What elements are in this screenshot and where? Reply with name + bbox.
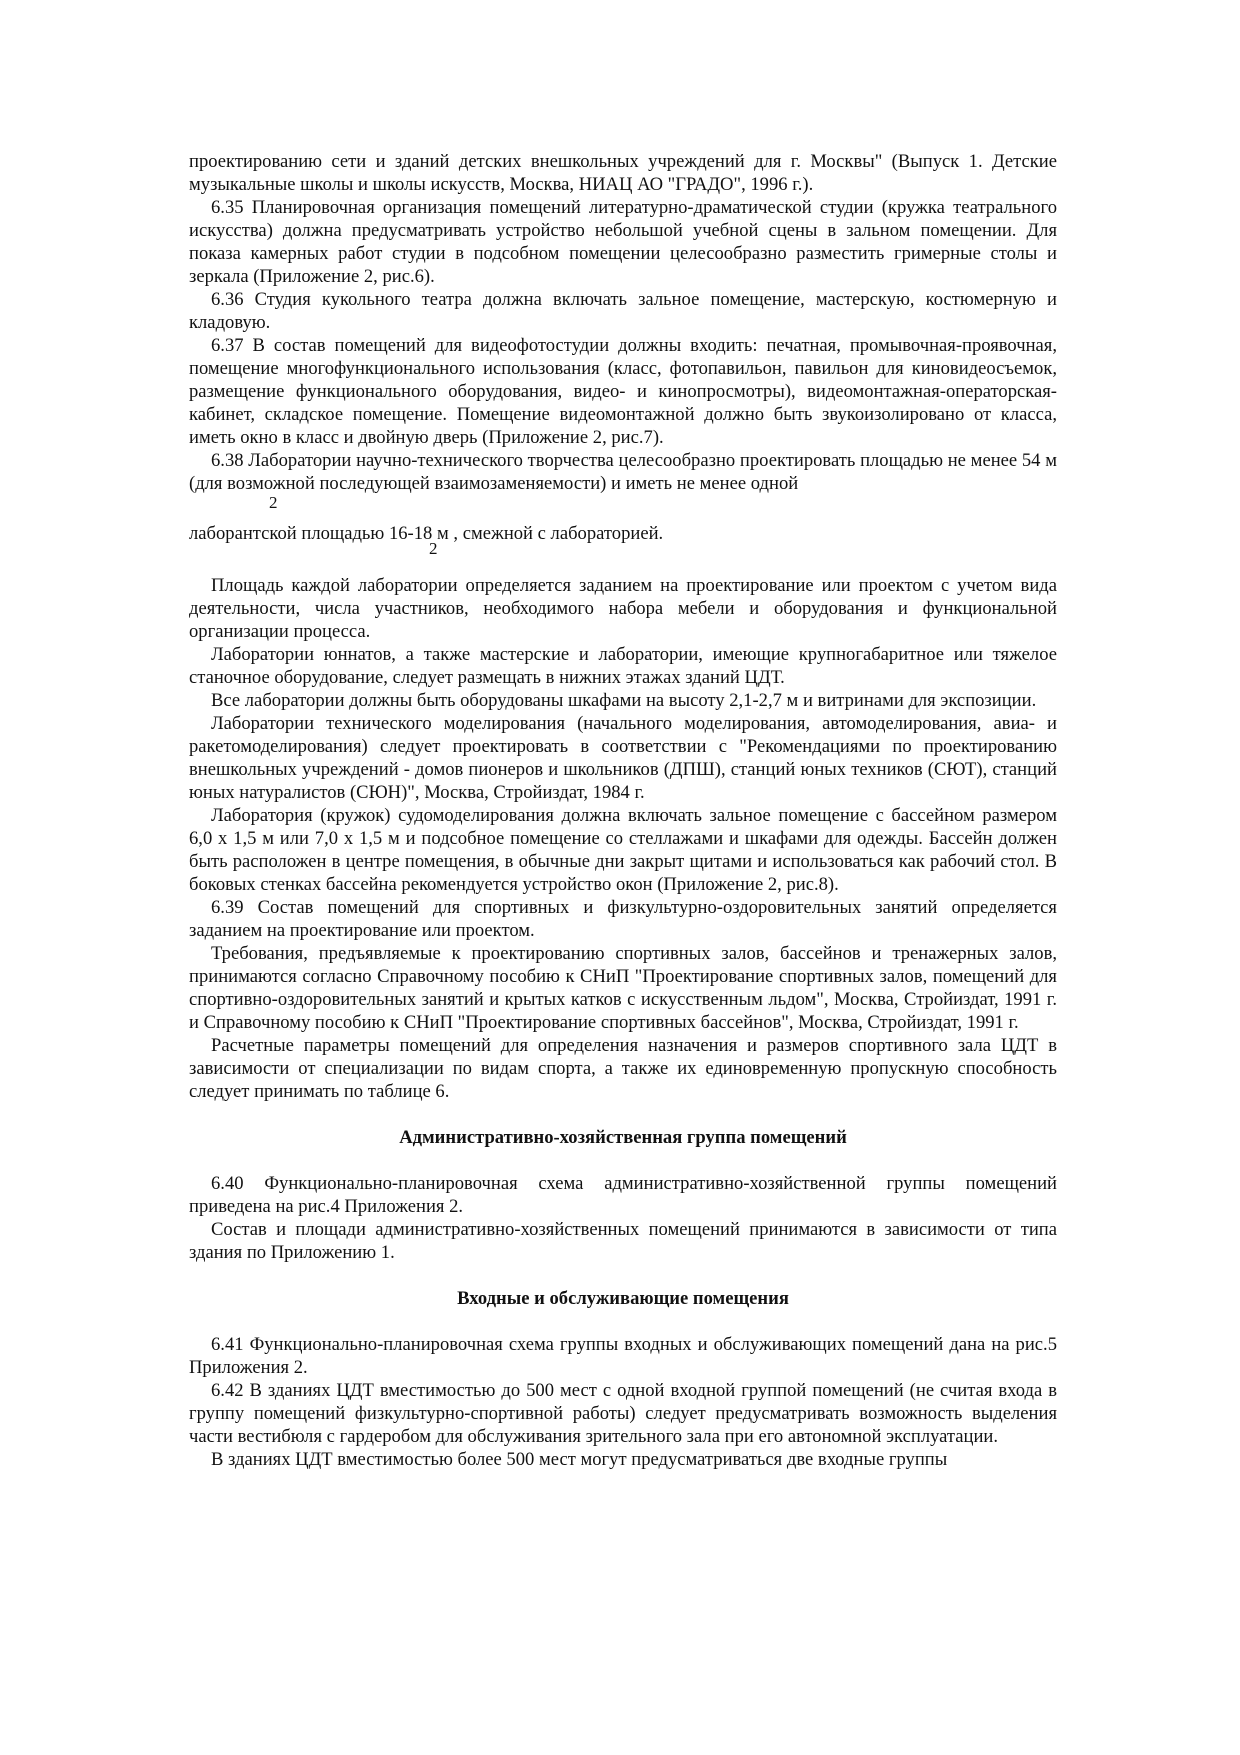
paragraph-admin-composition: Состав и площади административно-хозяйственных помещений принимаются в зависимости от типа здания по Приложению 1. (189, 1219, 1057, 1263)
paragraph-6-35: 6.35 Планировочная организация помещений литературно-драматической студии (кружка театрального искусства) должна предусматривать устройство небольшой учебной сцены в зальном помещении. Для показа камерных работ студии в подсобном помещении целесообразно разместить гримерные столы и зеркала (Приложение 2, рис.6). (189, 197, 1057, 287)
paragraph-two-entry-groups: В зданиях ЦДТ вместимостью более 500 мест могут предусматриваться две входные группы (211, 1449, 948, 1470)
paragraph-sports-requirements: Требования, предъявляемые к проектированию спортивных залов, бассейнов и тренажерных залов, принимаются согласно Справочному пособию к СНиП "Проектирование спортивных залов, помещений для спортивно-оздоровительных занятий и крытых катков с искусственным льдом", Москва, Стройиздат, 1991 г. и Справочному пособию к СНиП "Проектирование спортивных бассейнов", Москва, Стройиздат, 1991 г. (189, 943, 1057, 1033)
paragraph-lab-cabinets: Все лаборатории должны быть оборудованы шкафами на высоту 2,1-2,7 м и витринами для экспозиции. (211, 690, 1037, 711)
document-page (189, 150, 1057, 1471)
paragraph-6-42: 6.42 В зданиях ЦДТ вместимостью до 500 мест с одной входной группой помещений (не считая входа в группу помещений физкультурно-спортивной работы) следует предусматривать возможность выделения части вестибюля с гардеробом для обслуживания зрительного зала при его автономной эксплуатации. (189, 1380, 1057, 1447)
section-heading-entry: Входные и обслуживающие помещения (457, 1288, 789, 1309)
paragraph-naturalist-labs: Лаборатории юннатов, а также мастерские и лаборатории, имеющие крупногабаритное или тяжелое станочное оборудование, следует размещать в нижних этажах зданий ЦДТ. (189, 644, 1057, 688)
paragraph-6-41: 6.41 Функционально-планировочная схема группы входных и обслуживающих помещений дана на рис.5 Приложения 2. (189, 1334, 1057, 1378)
superscript-line-1 (189, 495, 1057, 518)
superscript-line-2 (189, 539, 1057, 568)
paragraph-6-38-lab-room: лаборантской площадью 16-18 м , смежной с лабораторией. (189, 523, 664, 544)
paragraph-6-38: 6.38 Лаборатории научно-технического творчества целесообразно проектировать площадью не менее 54 м (для возможной последующей взаимозаменяемости) и иметь не менее одной (189, 450, 1057, 494)
paragraph-lab-area: Площадь каждой лаборатории определяется заданием на проектирование или проектом с учетом вида деятельности, числа участников, необходимого набора мебели и оборудования и функциональной организации процесса. (189, 575, 1057, 642)
paragraph-sports-parameters: Расчетные параметры помещений для определения назначения и размеров спортивного зала ЦДТ в зависимости от специализации по видам спорта, а также их единовременную пропускную способность следует принимать по таблице 6. (189, 1035, 1057, 1102)
paragraph-technical-modeling: Лаборатории технического моделирования (начального моделирования, автомоделирования, авиа- и ракетомоделирования) следует проектировать в соответствии с "Рекомендациями по проектированию внешкольных учреждений - домов пионеров и школьников (ДПШ), станций юных техников (СЮТ), станций юных натуралистов (СЮН)", Москва, Стройиздат, 1984 г. (189, 713, 1057, 803)
area-unit-exponent: 2 (429, 539, 438, 558)
area-unit-exponent: 2 (269, 493, 278, 512)
paragraph-6-40: 6.40 Функционально-планировочная схема административно-хозяйственной группы помещений приведена на рис.4 Приложения 2. (189, 1173, 1057, 1217)
paragraph-continuation: проектированию сети и зданий детских внешкольных учреждений для г. Москвы" (Выпуск 1. Детские музыкальные школы и школы искусств, Москва, НИАЦ АО "ГРАДО", 1996 г.). (189, 151, 1057, 195)
paragraph-6-36: 6.36 Студия кукольного театра должна включать зальное помещение, мастерскую, костюмерную и кладовую. (189, 289, 1057, 333)
paragraph-6-37: 6.37 В состав помещений для видеофотостудии должны входить: печатная, промывочная-проявочная, помещение многофункционального использования (класс, фотопавильон, павильон для киновидеосъемок, размещение функционального оборудования, видео- и кинопросмотры), видеомонтажная-операторская-кабинет, складское помещение. Помещение видеомонтажной должно быть звукоизолировано от класса, иметь окно в класс и двойную дверь (Приложение 2, рис.7). (189, 335, 1057, 448)
section-heading-admin: Административно-хозяйственная группа помещений (399, 1127, 847, 1148)
paragraph-6-39: 6.39 Состав помещений для спортивных и физкультурно-оздоровительных занятий определяется заданием на проектирование или проектом. (189, 897, 1057, 941)
paragraph-ship-modeling: Лаборатория (кружок) судомоделирования должна включать зальное помещение с бассейном размером 6,0 х 1,5 м или 7,0 х 1,5 м и подсобное помещение со стеллажами и шкафами для одежды. Бассейн должен быть расположен в центре помещения, в обычные дни закрыт щитами и использоваться как рабочий стол. В боковых стенках бассейна рекомендуется устройство окон (Приложение 2, рис.8). (189, 805, 1057, 895)
